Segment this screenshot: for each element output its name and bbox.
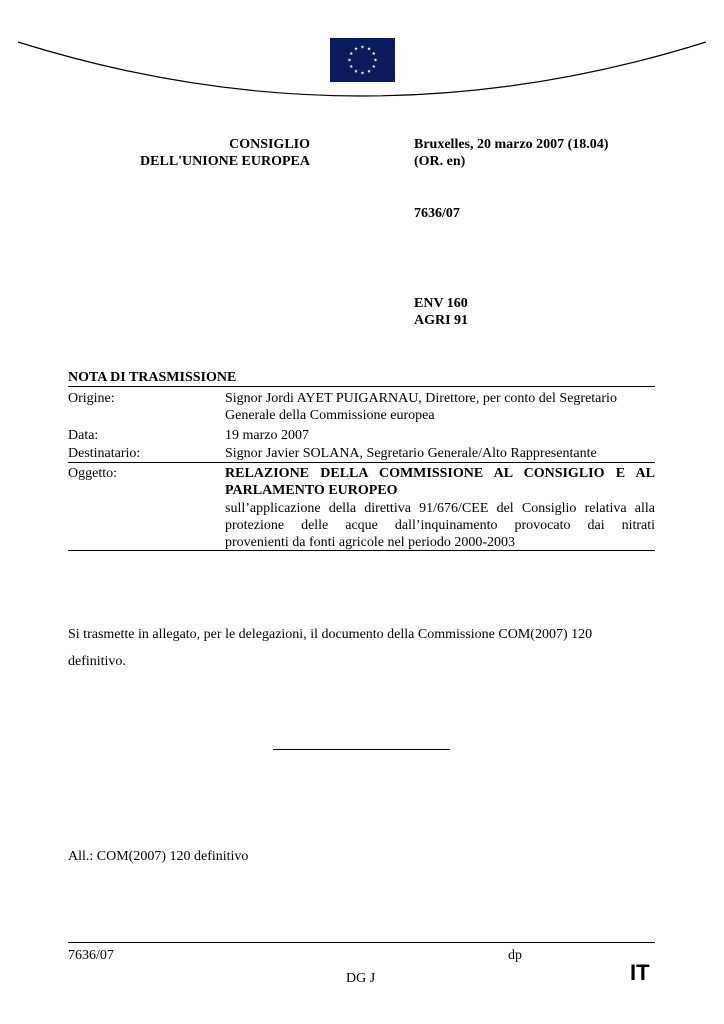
sender-line-2: DELL'UNIONE EUROPEA	[140, 154, 310, 169]
subject-text-line-3: provenienti da fonti agricole nel periodo 2000-2003	[225, 535, 516, 550]
classification-code-2: AGRI 91	[414, 313, 469, 328]
footer-rule	[68, 942, 655, 943]
footer-language-code: IT	[630, 960, 650, 985]
label-origin: Origine:	[68, 391, 115, 406]
footer-initials: dp	[508, 948, 522, 963]
value-origin-line-2: Generale della Commissione europea	[225, 408, 435, 423]
subject-title-line-1: RELAZIONE DELLA COMMISSIONE AL CONSIGLIO E AL	[225, 466, 655, 481]
sender-block	[100, 136, 310, 170]
label-recipient: Destinatario:	[68, 446, 141, 461]
value-subject	[225, 465, 655, 551]
footer-directorate: DG J	[346, 971, 376, 986]
label-subject: Oggetto:	[68, 466, 117, 481]
classification-code-1: ENV 160	[414, 296, 468, 311]
body-line-2: definitivo.	[68, 654, 126, 669]
attachment-line: All.: COM(2007) 120 definitivo	[68, 849, 249, 864]
sender-line-1: CONSIGLIO	[229, 137, 310, 152]
eu-flag-icon	[330, 38, 395, 82]
value-origin	[225, 390, 655, 424]
place-date: Bruxelles, 20 marzo 2007 (18.04)	[414, 137, 609, 152]
body-paragraph	[68, 621, 658, 675]
subject-text-line-1: sull’applicazione della direttiva 91/676/CEE del Consiglio relativa alla	[225, 501, 655, 516]
subject-title-line-2: PARLAMENTO EUROPEO	[225, 483, 398, 498]
value-date: 19 marzo 2007	[225, 428, 309, 443]
value-recipient: Signor Javier SOLANA, Segretario Generale/Alto Rappresentante	[225, 446, 597, 461]
label-date: Data:	[68, 428, 99, 443]
table-top-rule	[68, 386, 655, 387]
document-number: 7636/07	[414, 206, 460, 221]
subject-rule	[68, 462, 655, 463]
table-bottom-rule	[68, 550, 655, 551]
original-language: (OR. en)	[414, 154, 466, 169]
footer-doc-number: 7636/07	[68, 948, 114, 963]
value-origin-line-1: Signor Jordi AYET PUIGARNAU, Direttore, per conto del Segretario	[225, 391, 617, 406]
body-line-1: Si trasmette in allegato, per le delegazioni, il documento della Commissione COM(2007) 120	[68, 627, 593, 642]
subject-text-line-2: protezione delle acque dall’inquinamento provocato dai nitrati	[225, 518, 655, 533]
note-title: NOTA DI TRASMISSIONE	[68, 370, 237, 385]
separator-line	[273, 749, 450, 750]
